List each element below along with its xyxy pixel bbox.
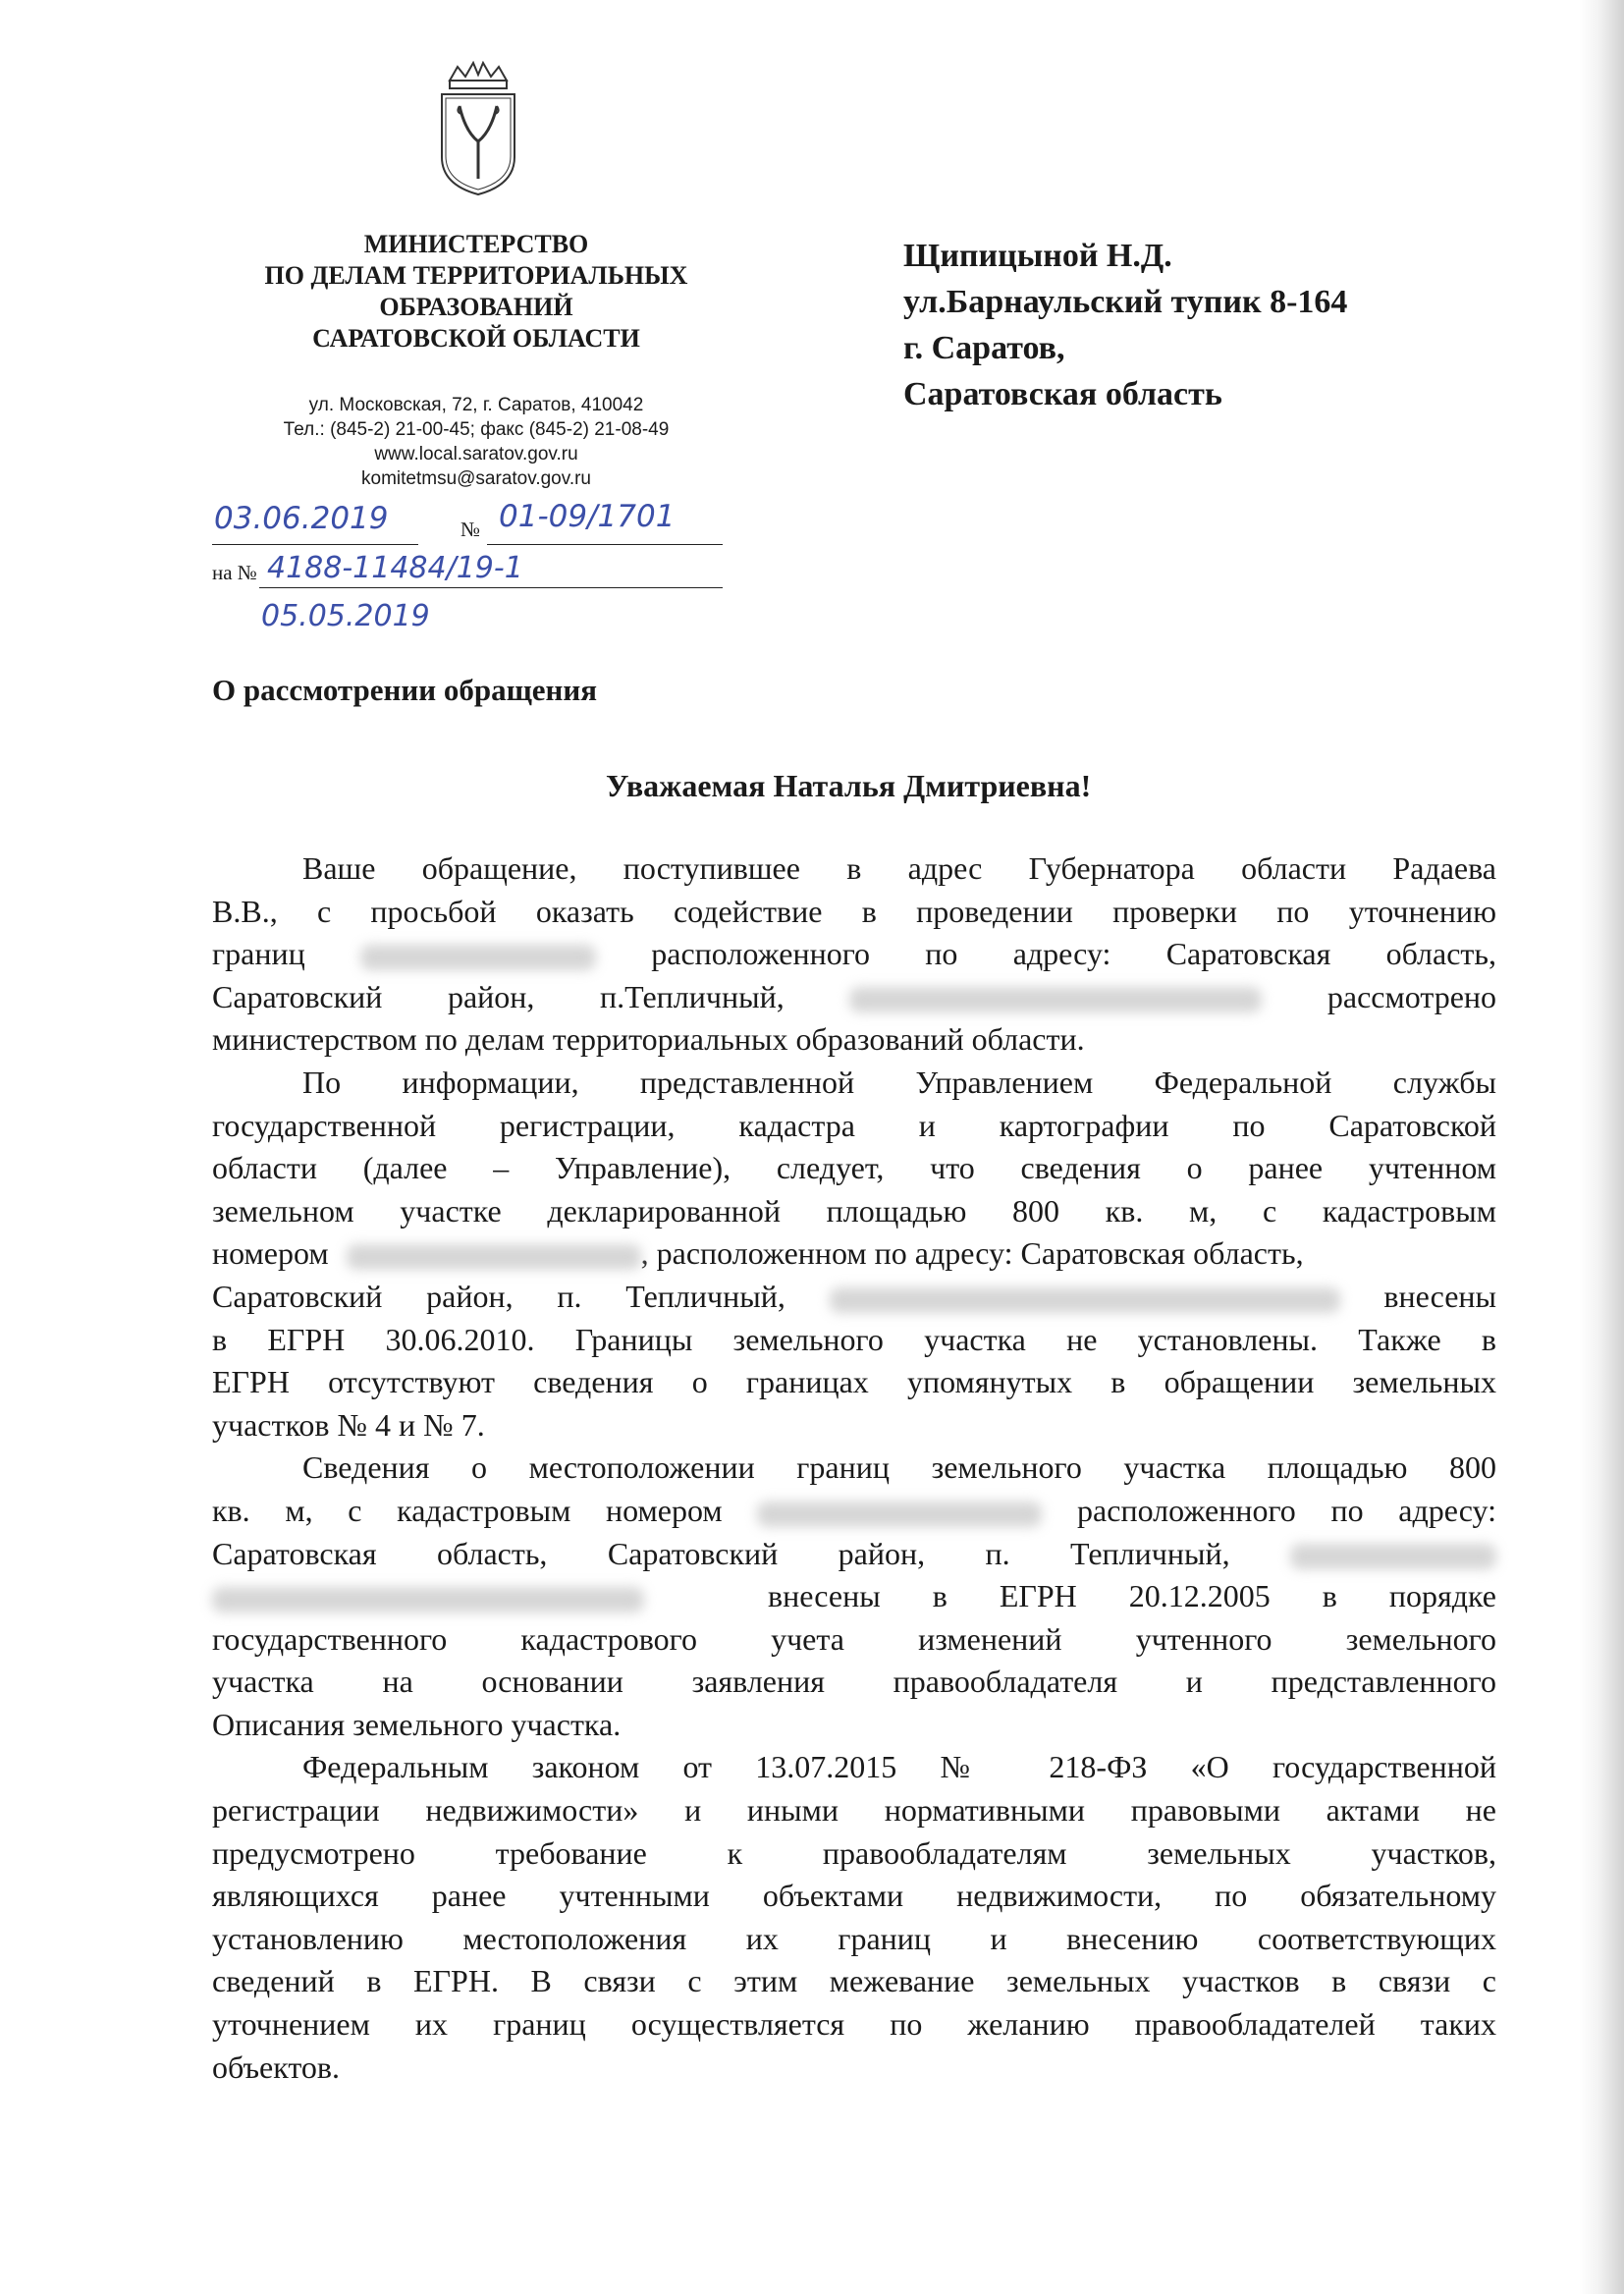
reply-date-handwritten: 05.05.2019 [261,599,430,633]
body-line: Федеральным законом от 13.07.2015 № 218-ФЗ «О государственной [302,1749,1496,1785]
body-line: сведений в ЕГРН. В связи с этим межевание земельных участков в связи с [212,1963,1496,1999]
body-line: объектов. [212,2048,341,2085]
redacted-text [212,1587,644,1612]
recipient-line: ул.Барнаульский тупик 8-164 [903,284,1348,320]
body-line: государственного кадастрового учета изменений учтенного земельного [212,1620,1496,1657]
body-line: номером , расположенном по адресу: Саратовская область, [212,1235,1304,1272]
body-line: По информации, представленной Управлением Федеральной службы [302,1064,1496,1100]
body-line: Саратовский район, п. Тепличный, внесены [212,1278,1497,1314]
body-line: кв. м, с кадастровым номером расположенного по адресу: [212,1492,1497,1528]
letter-greeting: Уважаемая Наталья Дмитриевна! [606,768,1092,803]
ministry-contacts [196,393,756,491]
body-line: земельном участке декларированной площадью 800 кв. м, с кадастровым [212,1192,1496,1229]
recipient-line: Щипицыной Н.Д. [903,238,1172,274]
body-line: Саратовский район, п.Тепличный, рассмотрено [212,978,1497,1014]
outgoing-number-handwritten: 01-09/1701 [499,499,676,534]
redacted-text [849,987,1262,1012]
reply-number-line [259,587,723,588]
outgoing-date-line [212,544,418,545]
body-line: являющихся ранее учтенными объектами недвижимости, по обязательному [212,1878,1496,1914]
body-line: Описания земельного участка. [212,1706,622,1742]
body-line: Ваше обращение, поступившее в адрес Губернатора области Радаева [302,850,1496,886]
outgoing-number-line [487,544,723,545]
body-line: Саратовская область, Саратовский район, п. Тепличный, [212,1533,1496,1576]
ministry-website[interactable]: www.local.saratov.gov.ru [374,444,578,464]
scan-edge-shadow [1579,0,1624,2294]
body-line: Сведения о местоположении границ земельного участка площадью 800 [302,1449,1496,1486]
body-line: уточнением их границ осуществляется по желанию правообладателей таких [212,2006,1496,2043]
body-line: государственной регистрации, кадастра и картографии по Саратовской [212,1107,1496,1143]
recipient-line: Саратовская область [903,376,1222,412]
body-line: внесены в ЕГРН 20.12.2005 в порядке [212,1575,1496,1618]
ministry-line: МИНИСТЕРСТВО [363,230,589,258]
redacted-text [830,1287,1340,1313]
body-line: В.В., с просьбой оказать содействие в проведении проверки по уточнению [212,893,1496,929]
redacted-text [757,1502,1042,1527]
body-line: предусмотрено требование к правообладателям земельных участков, [212,1834,1496,1871]
body-line: в ЕГРН 30.06.2010. Границы земельного участка не установлены. Также в [212,1321,1496,1357]
redacted-text [360,945,596,970]
ministry-line: ОБРАЗОВАНИЙ [379,293,573,321]
body-line: участка на основании заявления правообладателя и представленного [212,1664,1496,1700]
ministry-address: ул. Московская, 72, г. Саратов, 410042 [308,395,644,415]
body-line: ЕГРН отсутствуют сведения о границах упомянутых в обращении земельных [212,1364,1496,1400]
saratov-coat-of-arms-icon [436,61,520,198]
body-line: регистрации недвижимости» и иными нормативными правовыми актами не [212,1792,1496,1829]
ministry-name [196,229,756,355]
ministry-line: ПО ДЕЛАМ ТЕРРИТОРИАЛЬНЫХ [264,261,688,290]
redacted-text [347,1244,641,1270]
ministry-line: САРАТОВСКОЙ ОБЛАСТИ [312,324,640,353]
body-line: участков № 4 и № 7. [212,1406,485,1443]
body-line: границ расположенного по адресу: Саратовская область, [212,936,1497,972]
redacted-text [1290,1544,1496,1569]
ministry-email[interactable]: komitetmsu@saratov.gov.ru [361,468,591,489]
reply-number-prefix: на № [212,561,257,584]
reply-number-handwritten: 4188-11484/19-1 [267,551,523,585]
body-line: области (далее – Управление), следует, что сведения о ранее учтенном [212,1150,1496,1186]
outgoing-number-mark: № [460,518,481,541]
recipient-line: г. Саратов, [903,330,1065,366]
body-line: установлению местоположения их границ и внесению соответствующих [212,1920,1496,1956]
ministry-phone: Тел.: (845-2) 21-00-45; факс (845-2) 21-08-49 [283,419,670,440]
letter-subject: О рассмотрении обращения [212,673,598,707]
body-line: министерством по делам территориальных образований области. [212,1021,1085,1058]
letter-body [212,847,1496,2089]
outgoing-date-handwritten: 03.06.2019 [214,501,389,536]
recipient-block [903,233,1347,417]
